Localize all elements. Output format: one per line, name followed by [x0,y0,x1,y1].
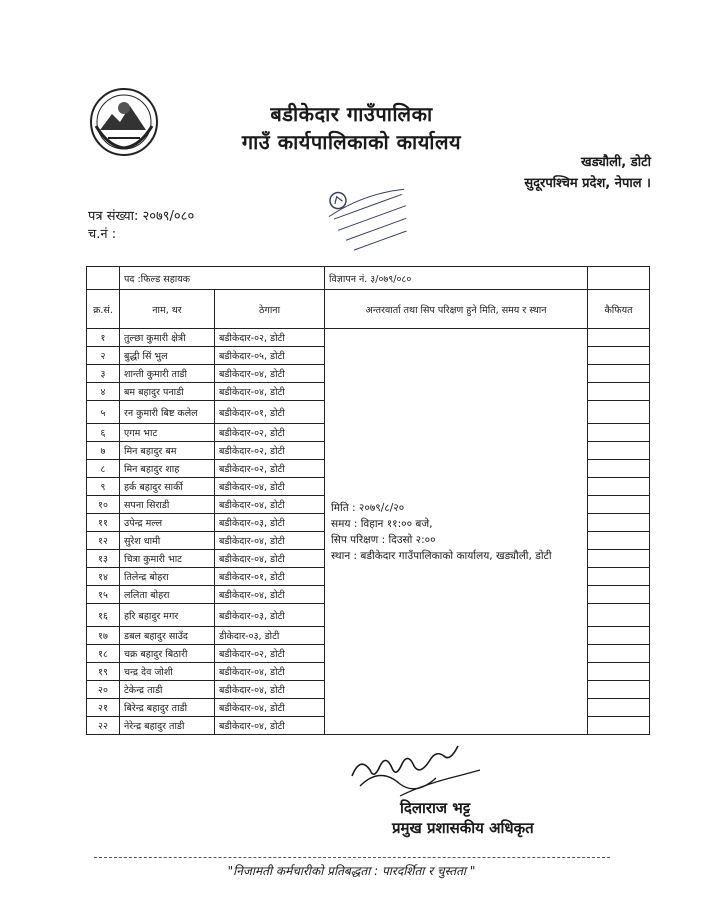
row-address: बडीकेदार-०४, डोटी [215,681,325,699]
col-header-sn: क्र.सं. [87,290,120,329]
row-name: बम बहादुर पनाडी [120,383,215,401]
row-remarks [588,383,650,401]
row-address: बडीकेदार-०४, डोटी [215,717,325,735]
row-name: मिन बहादुर शाह [120,460,215,478]
row-sn: १ [87,329,120,347]
interview-venue: स्थान : बडीकेदार गाउँपालिकाको कार्यालय, खड्यौली, डोटी [331,549,552,562]
interview-date: मिति : २०७९/८/२० [331,501,405,514]
row-address: बडीकेदार-०५, डोटी [215,347,325,365]
row-sn: ४ [87,383,120,401]
row-remarks [588,550,650,568]
row-name: सुरेश धामी [120,532,215,550]
row-sn: ८ [87,460,120,478]
row-address: बडीकेदार-०२, डोटी [215,424,325,442]
row-name: रन कुमारी बिष्ट कलेल [120,401,215,424]
row-remarks [588,347,650,365]
row-address: बडीकेदार-०३, डोटी [215,514,325,532]
row-address: डीकेदार-०३, डोटी [215,627,325,645]
col-header-remarks: कैफियत [588,290,650,329]
row-address: बडीकेदार-०४, डोटी [215,496,325,514]
row-name: हर्क बहादुर सार्की [120,478,215,496]
row-sn: १८ [87,645,120,663]
interview-details-cell [325,329,588,735]
row-name: उपेन्द्र मल्ल [120,514,215,532]
row-sn: ६ [87,424,120,442]
row-name: तिलेन्द्र बोहरा [120,568,215,586]
row-name: नेरेन्द्र बहादुर ताडी [120,717,215,735]
row-remarks [588,568,650,586]
office-title-line-1: बडीकेदार गाउँपालिका [270,102,433,126]
handwritten-signature [340,726,490,806]
row-name: चन्द्र देव जोशी [120,663,215,681]
row-remarks [588,478,650,496]
row-sn: २ [87,347,120,365]
row-sn: ११ [87,514,120,532]
row-address: बडीकेदार-०२, डोटी [215,442,325,460]
row-address: बडीकेदार-०२, डोटी [215,645,325,663]
row-address: बडीकेदार-०४, डोटी [215,532,325,550]
dispatch-number: च.नं : [88,227,117,242]
row-remarks [588,717,650,735]
row-sn: १४ [87,568,120,586]
row-remarks [588,442,650,460]
row-sn: ७ [87,442,120,460]
row-name: डबल बहादुर साउँद [120,627,215,645]
row-sn: १६ [87,604,120,627]
row-name: ललिता बोहरा [120,586,215,604]
row-remarks [588,365,650,383]
row-address: बडीकेदार-०३, डोटी [215,604,325,627]
row-sn: २१ [87,699,120,717]
office-title-line-2: गाउँ कार्यपालिकाको कार्यालय [241,130,462,154]
footer-motto: "निजामती कर्मचारीको प्रतिबद्धता : पारदर्शिता र चुस्तता " [227,864,476,878]
row-sn: ९ [87,478,120,496]
row-address: बडीकेदार-०४, डोटी [215,383,325,401]
row-address: बडीकेदार-०१, डोटी [215,401,325,424]
row-name: मिन बहादुर बम [120,442,215,460]
row-remarks [588,604,650,627]
row-remarks [588,460,650,478]
col-header-address: ठेगाना [215,290,325,329]
row-name: तुल्छा कुमारी क्षेत्री [120,329,215,347]
row-address: बडीकेदार-०४, डोटी [215,586,325,604]
row-sn: १० [87,496,120,514]
address-line-1: खड्यौली, डोटी [580,155,651,170]
row-name: चक्र बहादुर बिठारी [120,645,215,663]
address-line-2: सुदूरपश्चिम प्रदेश, नेपाल । [524,176,651,191]
row-sn: ३ [87,365,120,383]
row-address: बडीकेदार-०४, डोटी [215,699,325,717]
col-header-interview: अन्तरवार्ता तथा सिप परिक्षण हुने मिति, समय र स्थान [325,290,588,329]
row-name: टेकेन्द्र ताडी [120,681,215,699]
row-sn: १९ [87,663,120,681]
row-sn: १५ [87,586,120,604]
row-address: बडीकेदार-०२, डोटी [215,329,325,347]
row-name: बुद्धी सिं भुल [120,347,215,365]
row-remarks [588,645,650,663]
table-header-row-2 [87,290,650,329]
row-name: सपना सिराडी [120,496,215,514]
row-remarks [588,663,650,681]
office-stamp [322,172,422,264]
row-address: बडीकेदार-०४, डोटी [215,365,325,383]
footer-divider [94,857,610,858]
candidate-table [86,266,650,735]
row-name: शान्ती कुमारी ताडी [120,365,215,383]
letter-number: पत्र संख्या: २०७९/०८० [88,209,195,224]
row-sn: २२ [87,717,120,735]
row-name: हरि बहादुर मगर [120,604,215,627]
row-remarks [588,627,650,645]
table-row [87,329,650,347]
row-name: चित्रा कुमारी भाट [120,550,215,568]
interview-skill-test: सिप परिक्षण : दिउसो २:०० [331,533,436,546]
row-sn: १२ [87,532,120,550]
row-sn: १३ [87,550,120,568]
signatory-title: प्रमुख प्रशासकीय अधिकृत [392,819,534,837]
post-cell: पद :फिल्ड सहायक [120,267,325,290]
row-address: बडीकेदार-०४, डोटी [215,550,325,568]
interview-time: समय : विहान ११:०० बजे, [331,517,433,530]
advertisement-number-cell: विज्ञापन नं. ३/०७९/०८० [325,267,588,290]
row-sn: २० [87,681,120,699]
signatory-name: दिलाराज भट्ट [400,799,471,817]
row-remarks [588,699,650,717]
row-address: बडीकेदार-०१, डोटी [215,568,325,586]
row-remarks [588,401,650,424]
row-sn: १७ [87,627,120,645]
table-header-row-1 [87,267,650,290]
row-remarks [588,681,650,699]
row-address: बडीकेदार-०४, डोटी [215,663,325,681]
row-address: बडीकेदार-०२, डोटी [215,460,325,478]
row-remarks [588,424,650,442]
row-remarks [588,532,650,550]
row-sn: ५ [87,401,120,424]
row-address: बडीकेदार-०४, डोटी [215,478,325,496]
row-remarks [588,329,650,347]
row-remarks [588,496,650,514]
row-remarks [588,514,650,532]
row-name: एगम भाट [120,424,215,442]
col-header-name: नाम, थर [120,290,215,329]
row-name: बिरेन्द्र बहादुर ताडी [120,699,215,717]
row-remarks [588,586,650,604]
